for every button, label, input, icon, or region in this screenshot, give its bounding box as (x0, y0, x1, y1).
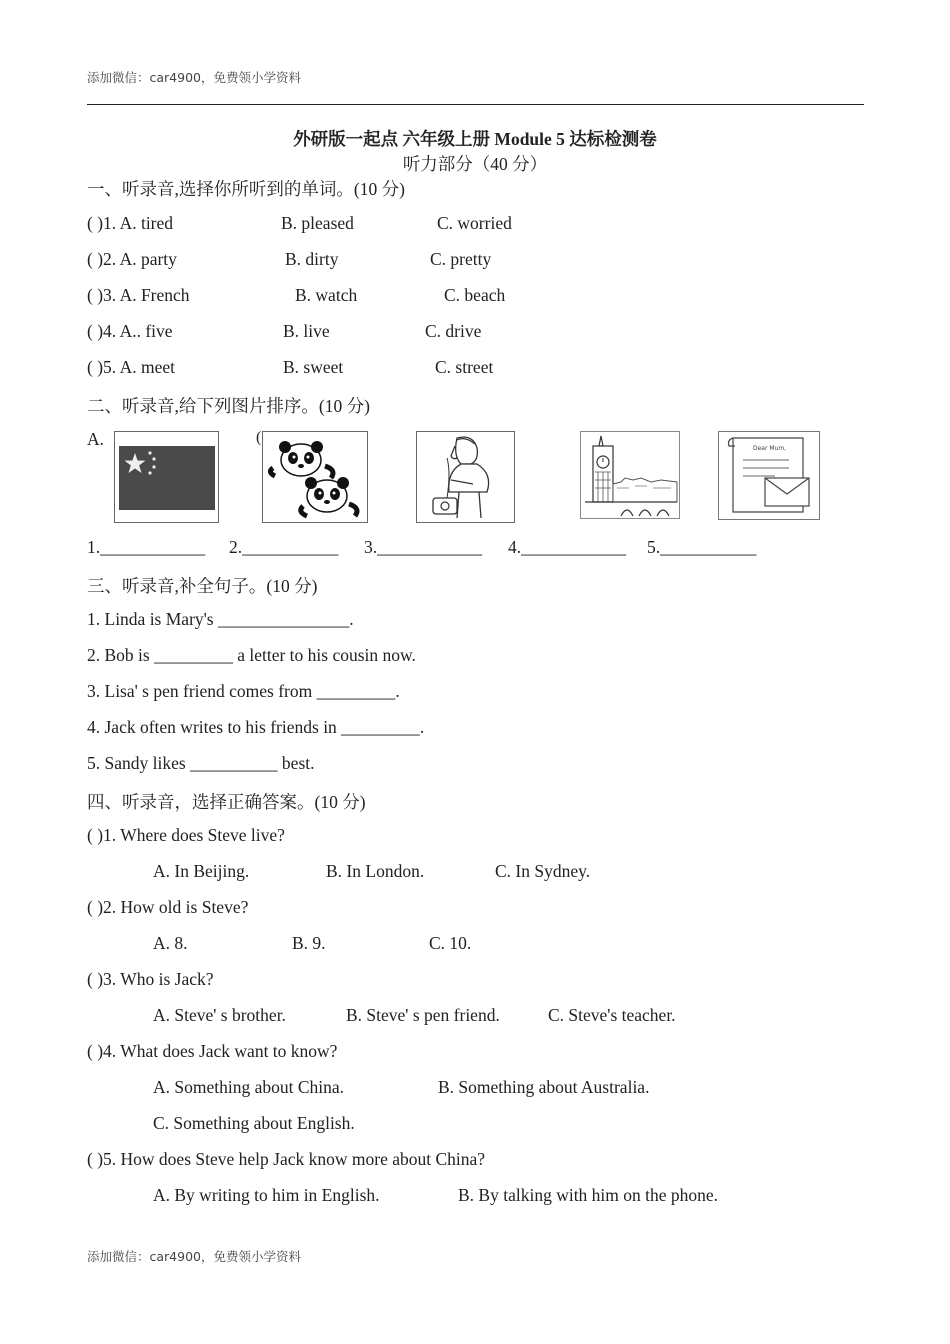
s1-q5-c: C. street (435, 357, 494, 377)
letter-picture (718, 431, 820, 520)
s1-q4-c: C. drive (425, 321, 482, 341)
s1-q5-b: B. sweet (283, 357, 344, 377)
s1-q4-a: ( )4. A.. five (87, 321, 173, 341)
china-flag-icon (115, 432, 218, 522)
s4-q2-c: C. 10. (429, 933, 472, 953)
header-rule (87, 104, 864, 105)
letter-icon (719, 432, 819, 519)
girl-phone-icon (417, 432, 514, 522)
s4-q5-b: B. By talking with him on the phone. (458, 1185, 719, 1205)
s1-q1-a: ( )1. A. tired (87, 213, 174, 233)
s4-q3-c: C. Steve's teacher. (548, 1005, 676, 1025)
section2-heading: 二、听录音,给下列图片排序。(10 分) (87, 396, 370, 416)
s4-q4: ( )4. What does Jack want to know? (87, 1041, 338, 1061)
letter-greeting: Dear Mum, (753, 445, 787, 452)
page-subtitle: 听力部分（40 分） (402, 154, 548, 174)
big-ben-icon (581, 432, 679, 518)
china-flag-picture (114, 431, 219, 523)
s1-q3-b: B. watch (295, 285, 358, 305)
s1-q2-c: C. pretty (430, 249, 492, 269)
order-blank-3[interactable]: 3.____________ (364, 537, 483, 557)
s1-q3-c: C. beach (444, 285, 506, 305)
s1-q1-c: C. worried (437, 213, 512, 233)
picture-label-b: ( (256, 429, 262, 446)
london-picture (580, 431, 680, 519)
s1-q2-a: ( )2. A. party (87, 249, 177, 269)
order-blank-4[interactable]: 4.____________ (508, 537, 627, 557)
s4-q5-a: A. By writing to him in English. (153, 1185, 380, 1205)
section4-heading: 四、听录音，选择正确答案。(10 分) (87, 792, 366, 812)
s4-q2: ( )2. How old is Steve? (87, 897, 249, 917)
page-header: 添加微信：car4900，免费领小学资料 (87, 70, 301, 85)
s4-q5: ( )5. How does Steve help Jack know more about China? (87, 1149, 486, 1169)
girl-phone-picture (416, 431, 515, 523)
s4-q4-b: B. Something about Australia. (438, 1077, 650, 1097)
order-blank-2[interactable]: 2.___________ (229, 537, 339, 557)
s4-q3: ( )3. Who is Jack? (87, 969, 214, 989)
section1-heading: 一、听录音,选择你所听到的单词。(10 分) (87, 179, 405, 199)
s1-q2-b: B. dirty (285, 249, 339, 269)
picture-label-a: A. (87, 429, 105, 449)
s3-sentence-2: 2. Bob is _________ a letter to his cousin now. (87, 645, 416, 665)
s1-q1-b: B. pleased (281, 213, 354, 233)
s4-q2-a: A. 8. (153, 933, 188, 953)
s1-q5-a: ( )5. A. meet (87, 357, 175, 377)
s1-q4-b: B. live (283, 321, 330, 341)
page-footer: 添加微信：car4900，免费领小学资料 (87, 1249, 301, 1264)
s4-q1-c: C. In Sydney. (495, 861, 591, 881)
s4-q2-b: B. 9. (292, 933, 326, 953)
s3-sentence-4: 4. Jack often writes to his friends in _________. (87, 717, 425, 737)
s4-q3-b: B. Steve' s pen friend. (346, 1005, 500, 1025)
s3-sentence-3: 3. Lisa' s pen friend comes from _________. (87, 681, 400, 701)
s4-q1-a: A. In Beijing. (153, 861, 250, 881)
s4-q3-a: A. Steve' s brother. (153, 1005, 286, 1025)
order-blank-1[interactable]: 1.____________ (87, 537, 206, 557)
section3-heading: 三、听录音,补全句子。(10 分) (87, 576, 318, 596)
s4-q4-a: A. Something about China. (153, 1077, 345, 1097)
s1-q3-a: ( )3. A. French (87, 285, 190, 305)
page-title: 外研版一起点 六年级上册 Module 5 达标检测卷 (293, 129, 657, 149)
s4-q1-b: B. In London. (326, 861, 425, 881)
pandas-picture (262, 431, 368, 523)
pandas-icon (263, 432, 367, 522)
order-blank-5[interactable]: 5.___________ (647, 537, 757, 557)
s4-q4-c: C. Something about English. (153, 1113, 355, 1133)
s3-sentence-5: 5. Sandy likes __________ best. (87, 753, 315, 773)
s4-q1: ( )1. Where does Steve live? (87, 825, 285, 845)
s3-sentence-1: 1. Linda is Mary's _______________. (87, 609, 354, 629)
